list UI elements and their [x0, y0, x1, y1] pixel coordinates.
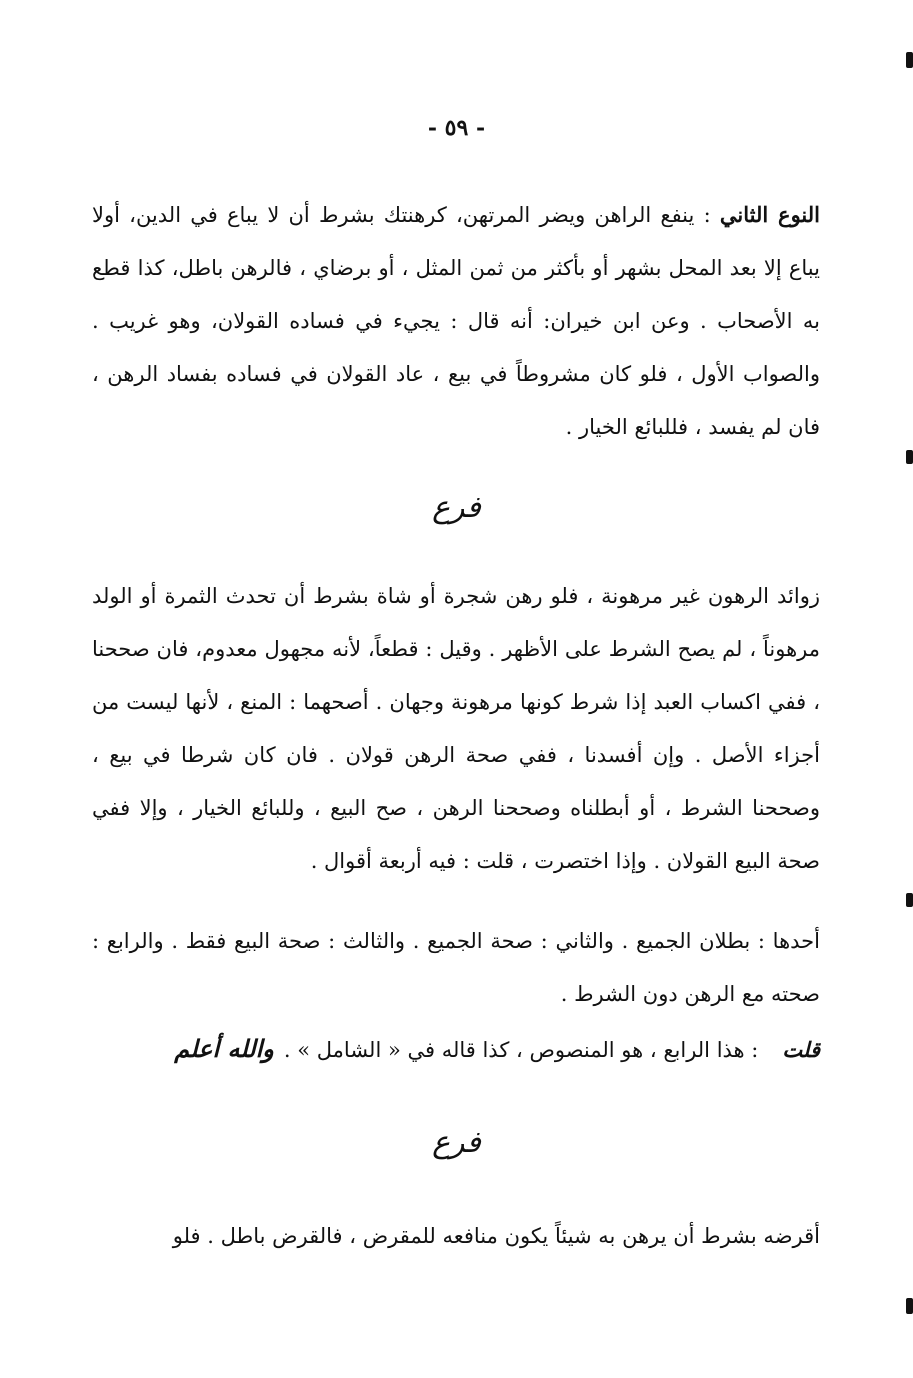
margin-mark: [906, 893, 913, 907]
paragraph-zawaid: زوائد الرهون غير مرهونة ، فلو رهن شجرة أو شاة بشرط أن تحدث الثمرة أو الولد مرهوناً ، لم يصح الشرط على الأظهر . وقيل : قطعاً، لأنه مجهول معدوم، فان صححنا ، ففي اكساب العبد إذا شرط كونها مرهونة وجهان . أصحهما : المنع ، لأنها ليست من أجزاء الأصل . وإن أفسدنا ، ففي صحة الرهن قولان . فان كان شرطا في بيع ، وصححنا الشرط ، أو أبطلناه وصححنا الرهن ، صح البيع ، وللبائع الخيار ، وإلا ففي صحة البيع القولان . وإذا اختصرت ، قلت : فيه أربعة أقوال .: [92, 584, 820, 873]
heading-far-2: فرع: [432, 1125, 481, 1160]
paragraph-qard: أقرضه بشرط أن يرهن به شيئاً يكون منافعه للمقرض ، فالقرض باطل . فلو: [172, 1224, 820, 1248]
page-number: - ٥٩ -: [427, 115, 486, 141]
qalat-line: [150, 1022, 820, 1077]
heading-far-1: فرع: [432, 490, 481, 525]
qalat-text: : هذا الرابع ، هو المنصوص ، كذا قاله في « الشامل » .: [283, 1038, 759, 1062]
margin-mark: [906, 52, 913, 68]
closing-phrase: والله أعلم: [174, 1034, 274, 1063]
section-lead: النوع الثاني: [719, 202, 820, 227]
section-body: : ينفع الراهن ويضر المرتهن، كرهنتك بشرط أن لا يباع في الدين، أولا يباع إلا بعد المحل بشهر أو بأكثر من ثمن المثل ، أو برضاي ، فالرهن باطل، كذا قطع به الأصحاب . وعن ابن خيران: أنه قال : يجيء في فساده القولان، وهو غريب . والصواب الأول ، فلو كان مشروطاً في بيع ، عاد القولان في فساده بفساد الرهن ، فان لم يفسد ، فللبائع الخيار .: [92, 203, 820, 439]
section-nau-thani: [92, 188, 820, 454]
paragraph-aqwal: أحدها : بطلان الجميع . والثاني : صحة الجميع . والثالث : صحة البيع فقط . والرابع : صحته مع الرهن دون الشرط .: [92, 929, 820, 1006]
margin-mark: [906, 1298, 913, 1314]
margin-mark: [906, 450, 913, 464]
qalat-word: قلت: [782, 1037, 820, 1062]
